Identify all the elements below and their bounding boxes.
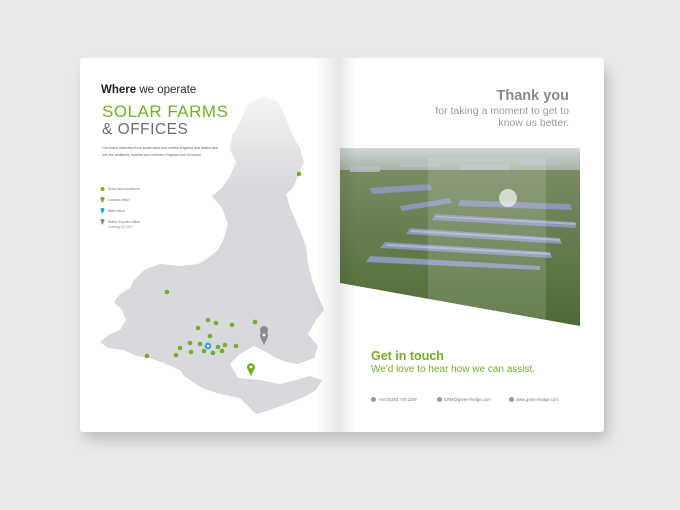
solar-farm-dot — [178, 346, 183, 351]
contact-website-text: www.green-hedge.com — [516, 397, 559, 402]
get-in-touch-subtext: We'd love to hear how we can assist. — [371, 364, 536, 375]
solar-farm-dot — [189, 350, 194, 355]
right-page — [340, 58, 604, 432]
solar-farm-dot — [198, 342, 203, 347]
blue-pin-icon — [100, 208, 105, 214]
solar-farm-dot — [165, 290, 170, 295]
solar-farm-dot — [174, 353, 179, 358]
legend-item-milton-keynes-office — [100, 219, 140, 230]
legend-item-bath-office — [100, 208, 140, 219]
solar-farm-dot — [234, 344, 239, 349]
section-heading — [101, 84, 196, 96]
legend-label: London office — [108, 198, 130, 202]
green-pin-icon — [100, 197, 105, 203]
solar-farm-dot — [206, 318, 211, 323]
email-icon — [437, 397, 442, 402]
green-dot-icon — [100, 186, 105, 192]
solar-farm-dot — [297, 172, 302, 177]
title-offices: & OFFICES — [102, 121, 189, 138]
contact-email-text: CRM@green-hedge.com — [444, 397, 491, 402]
legend-label: Solar farm locations — [108, 187, 140, 191]
legend-label: Milton Keynes office — [108, 220, 141, 224]
section-heading-rest: we operate — [136, 84, 197, 96]
grey-pin-icon — [100, 219, 105, 225]
bath-office-pin — [205, 343, 212, 350]
solar-farm-dot — [211, 351, 216, 356]
solar-farm-dot — [216, 345, 221, 350]
solar-farm-dot — [230, 323, 235, 328]
contact-phone[interactable] — [371, 397, 417, 402]
solar-farm-dot — [223, 343, 228, 348]
section-heading-bold: Where — [101, 84, 137, 96]
solar-farm-dot — [202, 349, 207, 354]
legend-sublabel: Coming Q1 2017 — [108, 225, 134, 229]
legend-label: Bath office — [108, 209, 125, 213]
contact-phone-text: +44 (0)203 740 2297 — [378, 397, 418, 402]
thank-you-heading: Thank you — [496, 88, 569, 104]
map-legend — [100, 186, 140, 230]
globe-icon — [509, 397, 514, 402]
solar-farm-aerial-photo — [340, 148, 604, 326]
left-page — [80, 58, 340, 432]
contact-email[interactable] — [437, 397, 491, 402]
solar-farm-dot — [188, 341, 193, 346]
legend-item-solar-farms — [100, 186, 140, 197]
solar-farm-dot — [145, 354, 150, 359]
get-in-touch-heading: Get in touch — [371, 349, 444, 363]
solar-farm-dot — [253, 320, 258, 325]
solar-farm-dot — [196, 326, 201, 331]
solar-farm-dot — [220, 349, 225, 354]
solar-farm-dot — [208, 334, 213, 339]
legend-item-london-office — [100, 197, 140, 208]
phone-icon — [371, 397, 376, 402]
title-solar-farms: SOLAR FARMS — [102, 102, 229, 121]
reach-paragraph: Our reach stretches from south-west and central England and Wales and into the midlands, eastern and northern England and Scotland — [102, 146, 218, 157]
solar-farm-dot — [214, 321, 219, 326]
contact-website[interactable] — [509, 397, 559, 402]
thank-you-subtext: for taking a moment to get to know us better. — [435, 105, 569, 129]
